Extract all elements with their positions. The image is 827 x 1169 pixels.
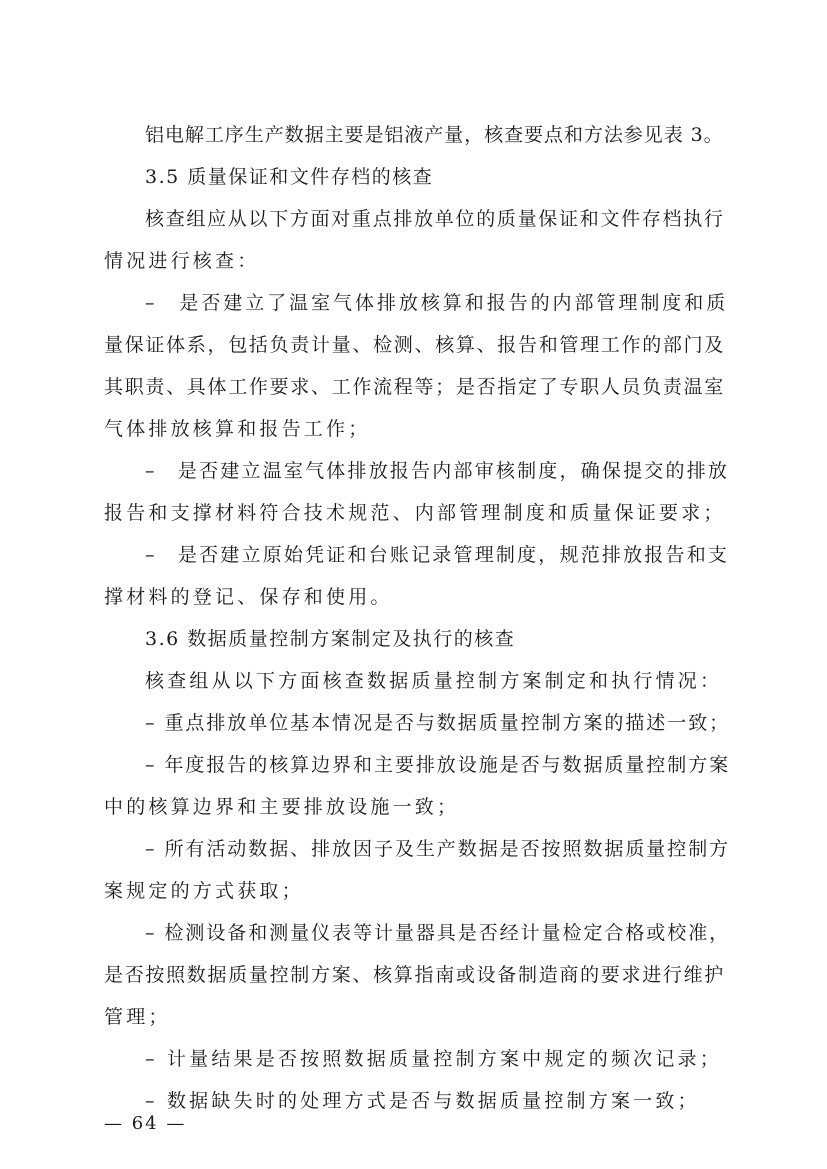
list-item-line: – 计量结果是否按照数据质量控制方案中规定的频次记录； [145, 1048, 722, 1070]
list-item-line: – 重点排放单位基本情况是否与数据质量控制方案的描述一致； [145, 712, 731, 734]
paragraph-line: 情况进行核查： [104, 250, 260, 272]
list-item-line: 报告和支撑材料符合技术规范、内部管理制度和质量保证要求； [104, 502, 726, 524]
list-item-line: 其职责、具体工作要求、工作流程等；是否指定了专职人员负责温室 [104, 376, 726, 398]
paragraph-line: 核查组从以下方面核查数据质量控制方案制定和执行情况： [145, 670, 723, 692]
list-item-line: – 年度报告的核算边界和主要排放设施是否与数据质量控制方案 [145, 754, 731, 776]
section-heading-3-6: 3.6 数据质量控制方案制定及执行的核查 [145, 628, 516, 650]
list-item-line: – 是否建立了温室气体排放核算和报告的内部管理制度和质 [145, 292, 729, 314]
list-item-line: 撑材料的登记、保存和使用。 [104, 586, 393, 608]
list-item-line: – 数据缺失时的处理方式是否与数据质量控制方案一致； [145, 1090, 700, 1112]
section-heading-3-5: 3.5 质量保证和文件存档的核查 [145, 166, 434, 188]
paragraph-line: 铝电解工序生产数据主要是铝液产量，核查要点和方法参见表 3。 [145, 124, 724, 146]
list-item-line: – 检测设备和测量仪表等计量器具是否经计量检定合格或校准， [145, 922, 731, 944]
list-item-line: 中的核算边界和主要排放设施一致； [104, 796, 460, 818]
paragraph-line: 核查组应从以下方面对重点排放单位的质量保证和文件存档执行 [145, 208, 725, 230]
list-item-line: 是否按照数据质量控制方案、核算指南或设备制造商的要求进行维护 [104, 964, 726, 986]
list-item-line: – 是否建立原始凭证和台账记录管理制度，规范排放报告和支 [145, 544, 730, 566]
list-item-line: 案规定的方式获取； [104, 880, 304, 902]
list-item-line: – 所有活动数据、排放因子及生产数据是否按照数据质量控制方 [145, 838, 731, 860]
list-item-line: – 是否建立温室气体排放报告内部审核制度，确保提交的排放 [145, 460, 730, 482]
list-item-line: 管理； [104, 1006, 171, 1028]
list-item-line: 气体排放核算和报告工作； [104, 418, 371, 440]
list-item-line: 量保证体系，包括负责计量、检测、核算、报告和管理工作的部门及 [104, 334, 726, 356]
page-number: — 64 — [104, 1113, 187, 1134]
